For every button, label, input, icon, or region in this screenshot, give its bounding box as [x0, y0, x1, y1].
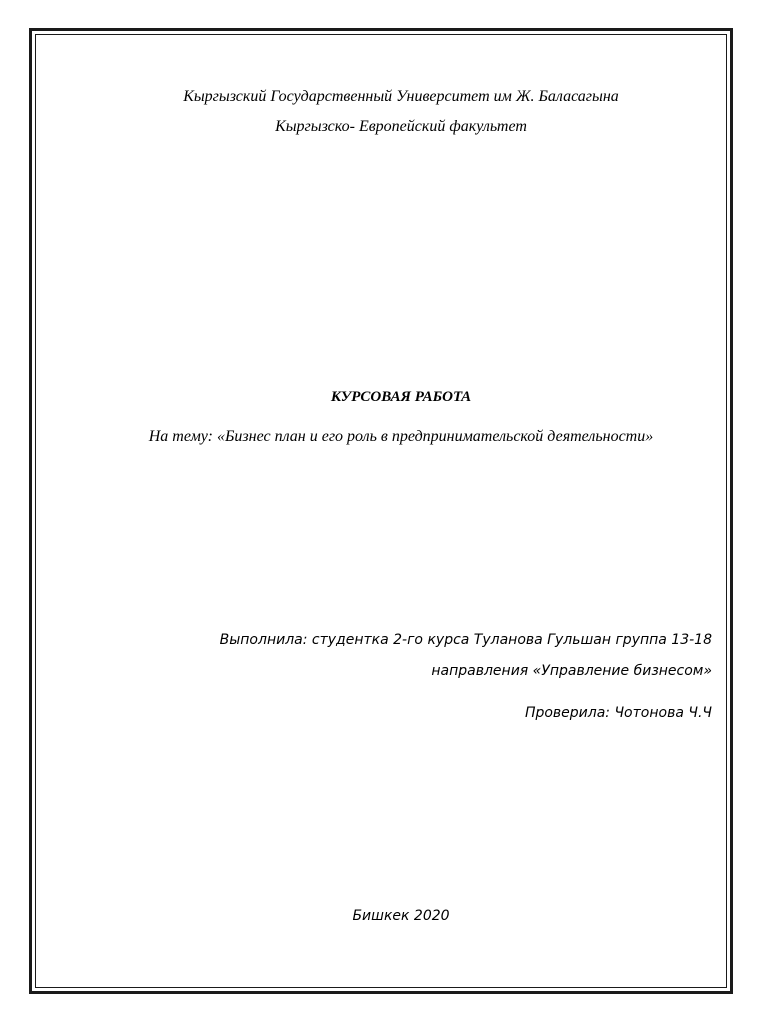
- study-direction-line: направления «Управление бизнесом»: [431, 663, 712, 679]
- city-year: Бишкек 2020: [352, 908, 450, 924]
- university-name: Кыргызский Государственный Университет им Ж. Баласагына: [183, 88, 619, 105]
- work-topic: На тему: «Бизнес план и его роль в предпринимательской деятельности»: [148, 428, 654, 445]
- work-type-heading: КУРСОВАЯ РАБОТА: [330, 389, 472, 405]
- faculty-name: Кыргызско- Европейский факультет: [275, 118, 527, 135]
- performed-by-line: Выполнила: студентка 2-го курса Туланова Гульшан группа 13-18: [219, 632, 712, 648]
- checked-by-line: Проверила: Чотонова Ч.Ч: [524, 705, 712, 721]
- page-border-inner: [35, 34, 727, 988]
